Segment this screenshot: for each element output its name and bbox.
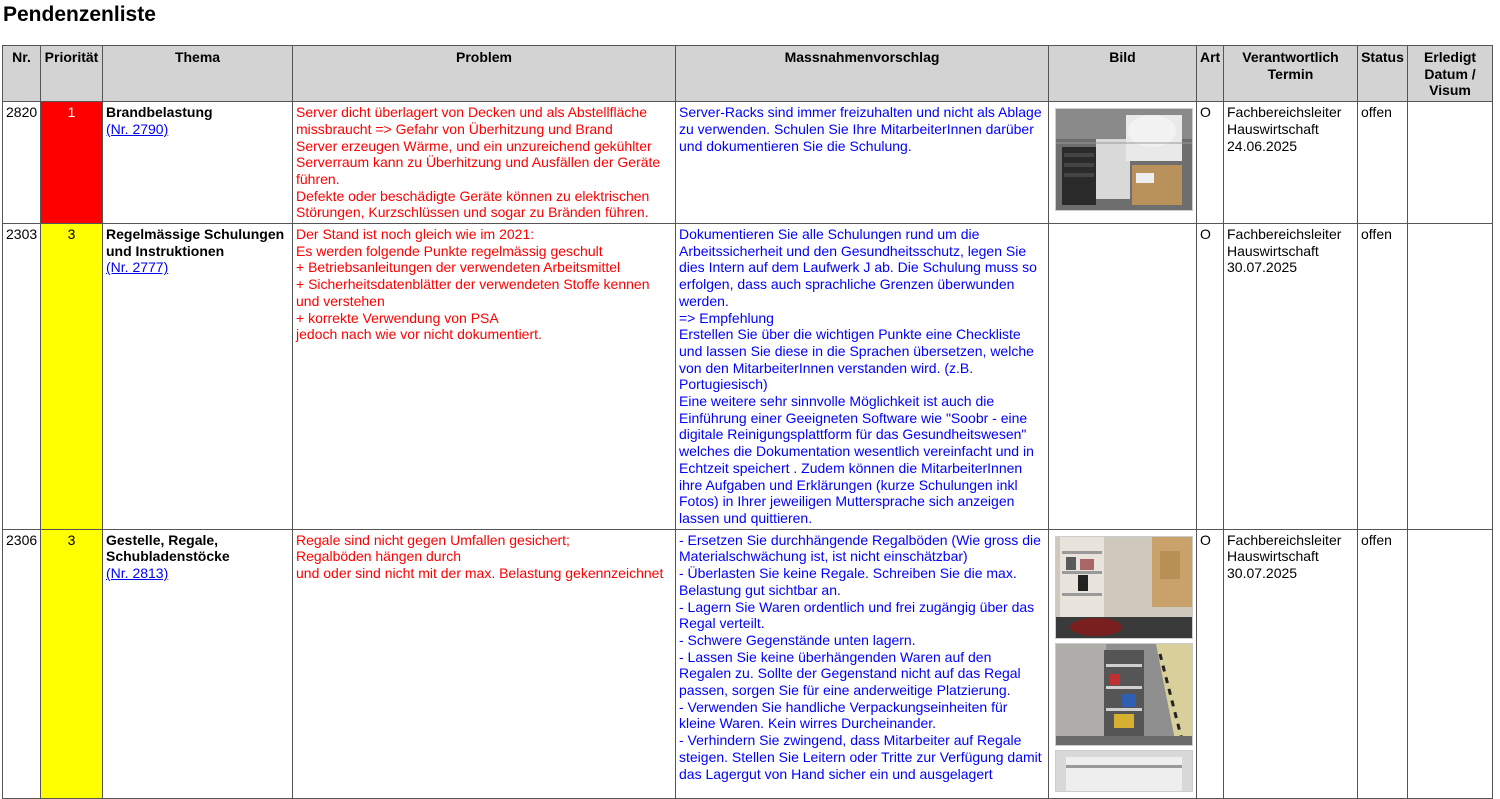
cell-status: offen: [1358, 102, 1408, 224]
problem-line: Server dicht überlagert von Decken und als Abstellfläche missbraucht => Gefahr von Überhitzung und Brand: [296, 104, 647, 137]
shelf-photo-3[interactable]: [1055, 750, 1193, 792]
cell-prioritaet: 1: [41, 102, 103, 224]
cell-prioritaet: 3: [41, 529, 103, 798]
verantwortlich-line: Fachbereichsleiter: [1227, 531, 1342, 548]
massnahme-line: - Lassen Sie keine überhängenden Waren auf den Regalen zu. Sollte der Gegenstand nicht auf das Regal passen, sorgen Sie für eine anderweitige Platzierung.: [679, 648, 1021, 699]
table-header-row: [3, 46, 1493, 102]
cell-problem: [293, 224, 676, 530]
massnahme-line: - Verhindern Sie zwingend, dass Mitarbeiter auf Regale steigen. Stellen Sie Leitern oder Tritte zur Verfügung damit das Lagergut von Hand sicher ein und ausgelagert: [679, 732, 1042, 782]
problem-line: Defekte oder beschädigte Geräte können zu elektrischen Störungen, Kurzschlüssen und sogar zu Bränden führen.: [296, 187, 650, 221]
table-row: [3, 224, 1493, 530]
cell-problem: [293, 529, 676, 798]
problem-line: + Betriebsanleitungen der verwendeten Arbeitsmittel: [296, 259, 621, 276]
termin-date: 30.07.2025: [1227, 259, 1298, 276]
cell-art: O: [1197, 529, 1224, 798]
thema-reference-link[interactable]: (Nr. 2790): [106, 120, 169, 137]
cell-verantwortlich: [1224, 224, 1358, 530]
thema-reference-link[interactable]: (Nr. 2777): [106, 259, 169, 276]
verantwortlich-line: Fachbereichsleiter: [1227, 226, 1342, 243]
problem-line: Der Stand ist noch gleich wie im 2021:: [296, 226, 535, 243]
massnahme-line: Server-Racks sind immer freizuhalten und nicht als Ablage zu verwenden. Schulen Sie Ihre MitarbeiterInnen darüber und dokumentieren Sie die Schulung.: [679, 104, 1042, 154]
shelf-photo[interactable]: [1055, 536, 1193, 639]
header-erledigt-line3: Visum: [1429, 82, 1471, 99]
header-art: Art: [1197, 46, 1224, 102]
massnahme-line: - Verwenden Sie handliche Verpackungseinheiten für kleine Waren. Kein wirres Durcheinander.: [679, 698, 1008, 732]
massnahme-line: Eine weitere sehr sinnvolle Möglichkeit ist auch die Einführung einer Geeigneten Software wie "Soobr - eine digitale Reinigungsplattform für das Gesundheitswesen" welches die Dokumentation wesentlich vereinfacht und in Echtzeit speichert . Zudem können die MitarbeiterInnen ihre Aufgaben und Erklärungen (kurze Schulungen inkl Fotos) in Ihrer jeweiligen Muttersprache sich anzeigen lassen und quittieren.: [679, 393, 1034, 526]
cell-erledigt: [1408, 102, 1493, 224]
header-nr: Nr.: [3, 46, 41, 102]
cell-nr: 2303: [3, 224, 41, 530]
table-row: [3, 102, 1493, 224]
cell-art: O: [1197, 224, 1224, 530]
massnahme-line: Dokumentieren Sie alle Schulungen rund um die Arbeitssicherheit und den Gesundheitsschutz, legen Sie dies Intern auf dem Laufwerk J ab. Die Schulung muss so erfolgen, dass auch sprachliche Grenzen überwunden werden.: [679, 226, 1037, 309]
cell-problem: [293, 102, 676, 224]
header-erledigt: [1408, 46, 1493, 102]
cell-thema: [103, 224, 293, 530]
cell-art: O: [1197, 102, 1224, 224]
header-verantwortlich-line1: Verantwortlich: [1242, 49, 1339, 65]
header-massnahme: Massnahmenvorschlag: [676, 46, 1049, 102]
pendenzen-table: [2, 45, 1493, 799]
cell-verantwortlich: [1224, 529, 1358, 798]
verantwortlich-line: Hauswirtschaft: [1227, 242, 1319, 259]
header-verantwortlich: [1224, 46, 1358, 102]
cell-nr: 2306: [3, 529, 41, 798]
header-erledigt-line1: Erledigt: [1423, 49, 1477, 65]
problem-line: + korrekte Verwendung von PSA: [296, 309, 499, 326]
table-row: [3, 529, 1493, 798]
problem-line: jedoch nach wie vor nicht dokumentiert.: [296, 326, 542, 343]
massnahme-line: - Ersetzen Sie durchhängende Regalböden (Wie gross die Materialschwächung ist, ist nicht einschätzbar): [679, 531, 1041, 565]
cell-thema: [103, 102, 293, 224]
problem-line: Server erzeugen Wärme, und ein unzureichend gekühlter Serverraum kann zu Überhitzung und Ausfällen der Geräte führen.: [296, 137, 661, 187]
massnahme-line: - Überlasten Sie keine Regale. Schreiben Sie die max. Belastung gut sichtbar an.: [679, 565, 1017, 598]
thema-title: Brandbelastung: [106, 104, 213, 121]
problem-line: Regale sind nicht gegen Umfallen gesichert;: [296, 531, 570, 548]
header-problem: Problem: [293, 46, 676, 102]
thema-title: Regelmässige Schulungen und Instruktionen: [106, 226, 285, 259]
cell-massnahme: [676, 102, 1049, 224]
server-room-photo[interactable]: [1055, 108, 1193, 211]
header-erledigt-line2: Datum /: [1424, 65, 1476, 82]
cell-bild: [1049, 529, 1197, 798]
verantwortlich-line: Hauswirtschaft: [1227, 120, 1319, 137]
cell-bild: [1049, 102, 1197, 224]
cell-massnahme: [676, 224, 1049, 530]
storage-room-photo[interactable]: [1055, 643, 1193, 746]
termin-date: 24.06.2025: [1227, 137, 1298, 154]
header-status: Status: [1358, 46, 1408, 102]
cell-erledigt: [1408, 529, 1493, 798]
cell-status: offen: [1358, 224, 1408, 530]
problem-line: + Sicherheitsdatenblätter der verwendeten Stoffe kennen und verstehen: [296, 276, 650, 309]
problem-line: Es werden folgende Punkte regelmässig geschult: [296, 242, 603, 259]
cell-status: offen: [1358, 529, 1408, 798]
header-bild: Bild: [1049, 46, 1197, 102]
header-thema: Thema: [103, 46, 293, 102]
verantwortlich-line: Hauswirtschaft: [1227, 548, 1319, 565]
verantwortlich-line: Fachbereichsleiter: [1227, 104, 1342, 121]
massnahme-line: Erstellen Sie über die wichtigen Punkte eine Checkliste und lassen Sie diese in die Sprachen übersetzen, welche von den MitarbeiterInnen verstanden wird. (z.B. Portugiesisch): [679, 326, 1034, 393]
thema-reference-link[interactable]: (Nr. 2813): [106, 565, 169, 582]
massnahme-line: - Lagern Sie Waren ordentlich und frei zugängig über das Regal verteilt.: [679, 598, 1035, 632]
problem-line: und oder sind nicht mit der max. Belastung gekennzeichnet: [296, 565, 664, 582]
termin-date: 30.07.2025: [1227, 565, 1298, 582]
header-prioritaet: Priorität: [41, 46, 103, 102]
page-title: Pendenzenliste: [3, 3, 156, 26]
problem-line: Regalböden hängen durch: [296, 548, 462, 565]
cell-nr: 2820: [3, 102, 41, 224]
header-verantwortlich-line2: Termin: [1267, 65, 1314, 82]
cell-massnahme: [676, 529, 1049, 798]
cell-thema: [103, 529, 293, 798]
cell-verantwortlich: [1224, 102, 1358, 224]
thema-title: Gestelle, Regale, Schubladenstöcke: [106, 531, 230, 565]
massnahme-line: - Schwere Gegenstände unten lagern.: [679, 631, 916, 648]
cell-erledigt: [1408, 224, 1493, 530]
cell-prioritaet: 3: [41, 224, 103, 530]
cell-bild: [1049, 224, 1197, 530]
massnahme-line: => Empfehlung: [679, 309, 774, 326]
